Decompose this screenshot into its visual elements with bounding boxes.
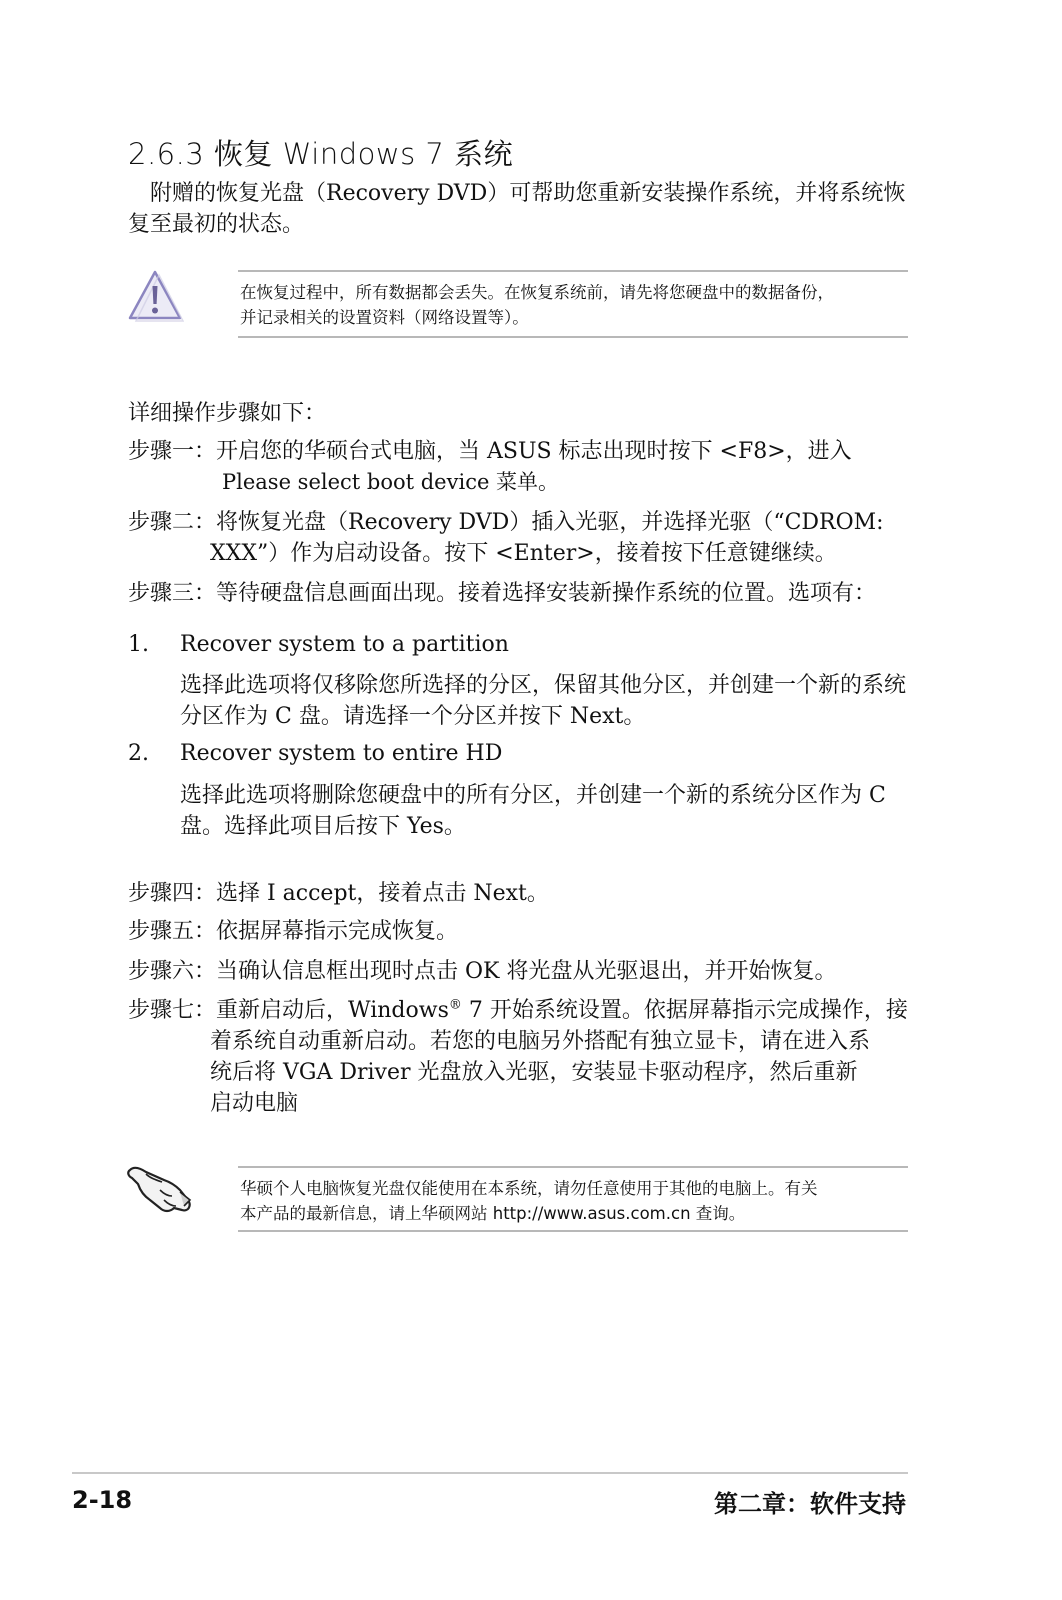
- step-1-line-2: Please select boot device 菜单。: [222, 470, 560, 494]
- warning-note: [238, 270, 908, 338]
- steps-heading: 详细操作步骤如下：: [128, 401, 327, 426]
- section-title: 2.6.3 恢复 Windows 7 系统: [128, 137, 514, 171]
- pointing-hand-icon: [124, 1160, 198, 1222]
- option-1-number: 1.: [128, 632, 149, 657]
- tip-line-2: 本产品的最新信息，请上华硕网站 http://www.asus.com.cn 查询。: [240, 1204, 746, 1223]
- step-7-line-2: 着系统自动重新启动。若您的电脑另外搭配有独立显卡，请在进入系: [210, 1029, 871, 1054]
- option-2-number: 2.: [128, 741, 149, 766]
- intro-paragraph: 附赠的恢复光盘（Recovery DVD）可帮助您重新安装操作系统，并将系统恢复至最初的状态。: [128, 181, 906, 237]
- step-1-line-1: 步骤一：开启您的华硕台式电脑，当 ASUS 标志出现时按下 <F8>，进入: [128, 439, 852, 464]
- step-5: 步骤五：依据屏幕指示完成恢复。: [128, 919, 459, 944]
- step-7-prefix: 步骤七：重新启动后，Windows: [128, 998, 449, 1023]
- warning-line-1: 在恢复过程中，所有数据都会丢失。在恢复系统前，请先将您硬盘中的数据备份，: [240, 283, 834, 302]
- footer-divider: [72, 1472, 908, 1474]
- warning-icon: [126, 268, 184, 328]
- step-4: 步骤四：选择 I accept，接着点击 Next。: [128, 881, 549, 906]
- step-2-line-2: XXX”）作为启动设备。按下 <Enter>，接着按下任意键继续。: [210, 541, 837, 566]
- option-1-label: Recover system to a partition: [180, 632, 509, 657]
- chapter-title: 第二章：软件支持: [714, 1490, 906, 1518]
- step-7-line-1: [128, 993, 908, 1024]
- step-7-line-4: 启动电脑: [210, 1091, 299, 1116]
- warning-line-2: 并记录相关的设置资料（网络设置等）。: [240, 308, 529, 327]
- step-7-suffix: 7 开始系统设置。依据屏幕指示完成操作，接: [461, 998, 908, 1023]
- option-1-description: 选择此选项将仅移除您所选择的分区，保留其他分区，并创建一个新的系统分区作为 C 盘。请选择一个分区并按下 Next。: [180, 673, 907, 729]
- tip-note: [238, 1166, 908, 1232]
- step-6: 步骤六：当确认信息框出现时点击 OK 将光盘从光驱退出，并开始恢复。: [128, 959, 837, 984]
- option-2-label: Recover system to entire HD: [180, 741, 503, 766]
- option-2-description: 选择此选项将删除您硬盘中的所有分区，并创建一个新的系统分区作为 C 盘。选择此项目后按下 Yes。: [180, 783, 886, 839]
- page-number: 2-18: [72, 1486, 133, 1514]
- registered-mark: ®: [448, 997, 462, 1013]
- step-7-line-3: 统后将 VGA Driver 光盘放入光驱，安装显卡驱动程序，然后重新: [210, 1060, 858, 1085]
- tip-line-1: 华硕个人电脑恢复光盘仅能使用在本系统，请勿任意使用于其他的电脑上。有关: [240, 1179, 818, 1198]
- step-2-line-1: 步骤二：将恢复光盘（Recovery DVD）插入光驱，并选择光驱（“CDROM:: [128, 510, 884, 535]
- step-3: 步骤三：等待硬盘信息画面出现。接着选择安装新操作系统的位置。选项有：: [128, 581, 877, 606]
